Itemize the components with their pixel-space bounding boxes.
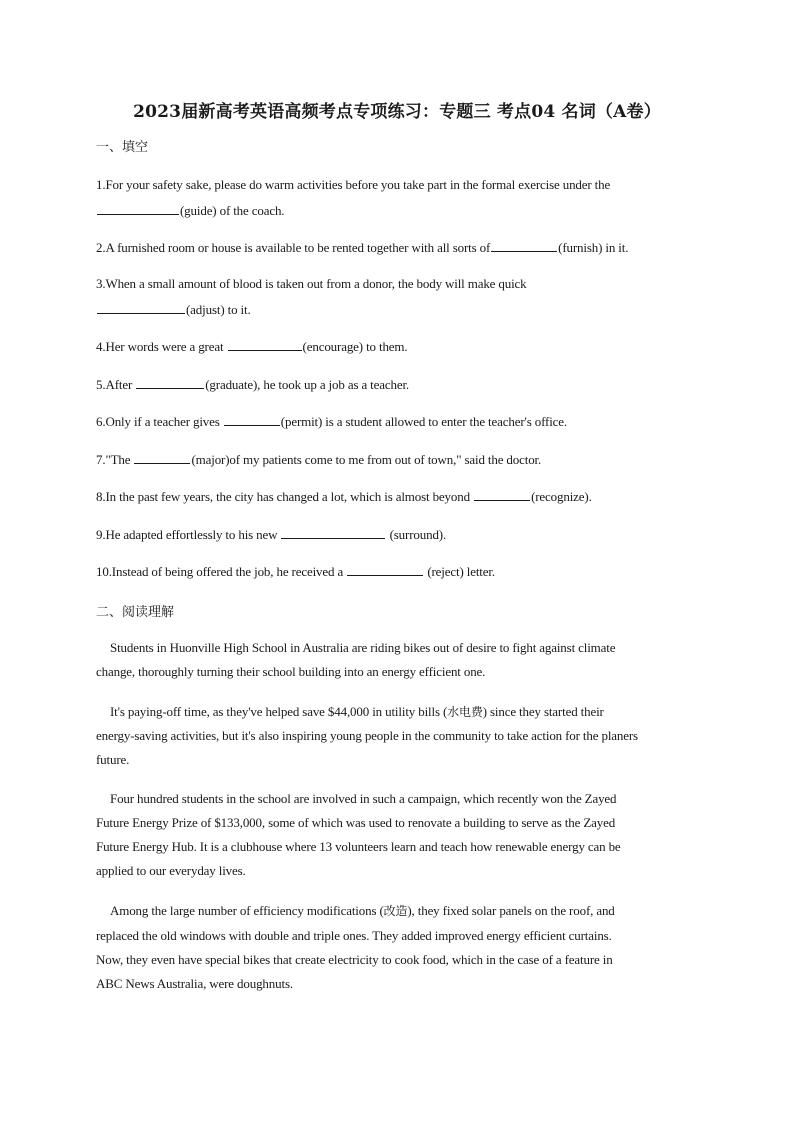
question-9-text: 9.He adapted effortlessly to his new — [96, 527, 278, 542]
gloss-cjk: 水电费 — [447, 705, 483, 719]
page-title: 2023届新高考英语高频考点专项练习：专题三 考点04 名词（A卷） — [133, 102, 661, 122]
question-6-hint: (permit) is a student allowed to enter the teacher's office. — [280, 414, 568, 429]
passage-p3-line-3: Future Energy Hub. It is a clubhouse where 13 volunteers learn and teach how renewable energy can be — [96, 839, 621, 854]
question-8 — [96, 487, 592, 505]
passage-p4-line-4: ABC News Australia, were doughnuts. — [96, 976, 293, 991]
question-1-hint: (guide) of the coach. — [180, 203, 285, 218]
question-5-text: 5.After — [96, 377, 133, 392]
question-4-text: 4.Her words were a great — [96, 339, 224, 354]
question-6-text: 6.Only if a teacher gives — [96, 414, 220, 429]
question-10-text: 10.Instead of being offered the job, he received a — [96, 564, 344, 579]
question-10-hint: (reject) letter. — [427, 564, 495, 579]
question-2-text: 2.A furnished room or house is available to be rented together with all sorts of — [96, 240, 491, 255]
answer-blank[interactable] — [97, 201, 179, 215]
question-7 — [96, 450, 541, 468]
passage-p1-line-2: change, thoroughly turning their school building into an energy efficient one. — [96, 664, 486, 679]
question-3-line-2 — [96, 300, 251, 318]
question-9-hint: (surround). — [389, 527, 447, 542]
question-1-line-1: 1.For your safety sake, please do warm activities before you take part in the formal exercise under the — [96, 177, 611, 192]
question-3-line-1: 3.When a small amount of blood is taken out from a donor, the body will make quick — [96, 276, 527, 291]
question-8-text: 8.In the past few years, the city has changed a lot, which is almost beyond — [96, 489, 470, 504]
question-7-hint: (major)of my patients come to me from out of town," said the doctor. — [191, 452, 542, 467]
gloss-cjk: 改造 — [383, 904, 408, 918]
answer-blank[interactable] — [491, 238, 557, 252]
answer-blank[interactable] — [134, 450, 190, 464]
answer-blank[interactable] — [136, 375, 204, 389]
question-2 — [96, 238, 628, 256]
passage-p2-line-1: It's paying-off time, as they've helped save $44,000 in utility bills (水电费) since they started their — [110, 704, 604, 719]
question-10 — [96, 562, 495, 580]
section-heading-reading: 二、阅读理解 — [96, 605, 175, 620]
question-4-hint: (encourage) to them. — [302, 339, 408, 354]
question-6 — [96, 412, 567, 430]
answer-blank[interactable] — [347, 562, 423, 576]
answer-blank[interactable] — [281, 525, 385, 539]
answer-blank[interactable] — [474, 487, 530, 501]
passage-p1-line-1: Students in Huonville High School in Australia are riding bikes out of desire to fight against climate — [110, 640, 616, 655]
question-7-text: 7."The — [96, 452, 131, 467]
question-1-line-2 — [96, 201, 284, 219]
passage-p2-line-2: energy-saving activities, but it's also inspiring young people in the community to take action for the planers — [96, 728, 638, 743]
passage-p3-line-2: Future Energy Prize of $133,000, some of which was used to renovate a building to serve as the Zayed — [96, 815, 616, 830]
question-2-hint: (furnish) in it. — [558, 240, 629, 255]
question-5-hint: (graduate), he took up a job as a teacher. — [205, 377, 410, 392]
answer-blank[interactable] — [228, 337, 302, 351]
section-heading-fill-in: 一、填空 — [96, 140, 149, 155]
question-4 — [96, 337, 407, 355]
question-8-hint: (recognize). — [531, 489, 592, 504]
passage-p3-line-4: applied to our everyday lives. — [96, 863, 246, 878]
passage-p4-line-3: Now, they even have special bikes that create electricity to cook food, which in the case of a feature in — [96, 952, 613, 967]
passage-p4-line-2: replaced the old windows with double and triple ones. They added improved energy efficient curtains. — [96, 928, 612, 943]
answer-blank[interactable] — [97, 300, 185, 314]
question-9 — [96, 525, 446, 543]
passage-p4-line-1: Among the large number of efficiency modifications (改造), they fixed solar panels on the roof, and — [110, 903, 615, 918]
passage-p3-line-1: Four hundred students in the school are involved in such a campaign, which recently won the Zayed — [110, 791, 617, 806]
question-3-hint: (adjust) to it. — [186, 302, 251, 317]
passage-p2-line-3: future. — [96, 752, 130, 767]
answer-blank[interactable] — [224, 412, 280, 426]
question-5 — [96, 375, 409, 393]
